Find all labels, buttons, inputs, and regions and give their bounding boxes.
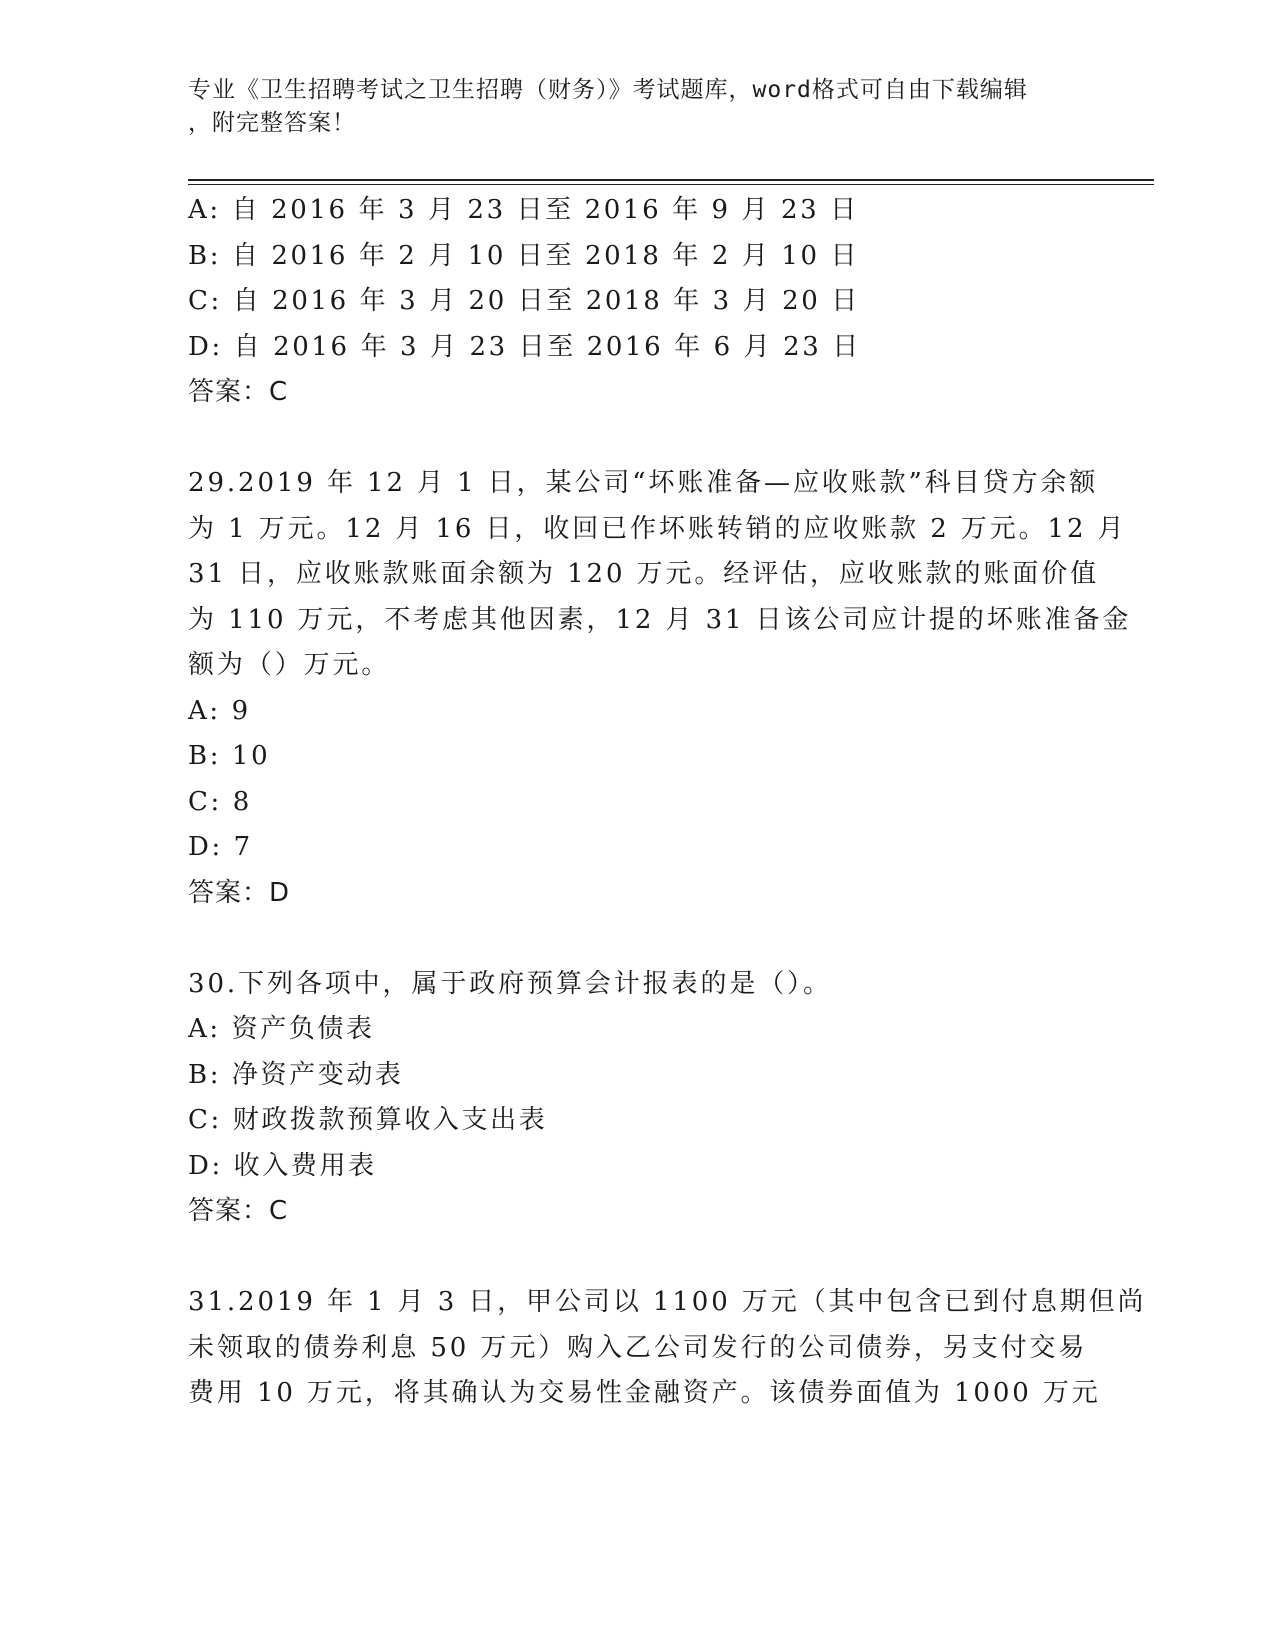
question-text-line: 未领取的债券利息 50 万元）购入乙公司发行的公司债券，另支付交易 (188, 1332, 1088, 1363)
question-text-line: 31 日，应收账款账面余额为 120 万元。经评估，应收账款的账面价值 (188, 559, 1100, 589)
question-28-block (188, 188, 1088, 416)
header-divider-thick (188, 179, 1154, 181)
document-header (188, 74, 1068, 140)
option-c: C: 财政拨款预算收入支出表 (188, 1105, 548, 1135)
answer-line: 答案：D (188, 877, 291, 908)
header-line-2: ，附完整答案！ (188, 110, 356, 136)
spacer (188, 416, 1088, 462)
option-b: B: 10 (188, 741, 271, 771)
question-31-text (188, 1280, 1147, 1417)
question-text-line: 费用 10 万元，将其确认为交易性金融资产。该债券面值为 1000 万元 (188, 1378, 1101, 1408)
question-29-block (188, 461, 1132, 916)
answer-line: 答案：C (188, 1196, 289, 1226)
option-b: B: 净资产变动表 (188, 1059, 404, 1090)
question-content (188, 188, 1147, 1417)
option-a: A: 自 2016 年 3 月 23 日至 2016 年 9 月 23 日 (188, 195, 859, 225)
spacer (188, 1235, 1088, 1281)
option-a: A: 9 (188, 695, 251, 726)
question-text-line: 为 110 万元，不考虑其他因素，12 月 31 日该公司应计提的坏账准备金 (188, 604, 1132, 635)
option-d: D: 7 (188, 832, 253, 862)
question-30-text (188, 962, 1088, 1008)
header-line-1: 专业《卫生招聘考试之卫生招聘（财务）》考试题库，word格式可自由下载编辑 (188, 77, 1028, 103)
header-divider-thin (188, 184, 1154, 185)
option-b: B: 自 2016 年 2 月 10 日至 2018 年 2 月 10 日 (188, 240, 860, 271)
option-c: C: 8 (188, 786, 252, 817)
question-text-line: 30.下列各项中，属于政府预算会计报表的是（）。 (188, 968, 832, 999)
question-text-line: 29.2019 年 12 月 1 日，某公司“坏账准备—应收账款”科目贷方余额 (188, 468, 1099, 498)
spacer (188, 916, 1088, 962)
question-30-block (188, 962, 1088, 1235)
question-31-block (188, 1280, 1147, 1417)
question-text-line: 额为（）万元。 (188, 650, 391, 680)
answer-line: 答案：C (188, 377, 289, 407)
question-text-line: 为 1 万元。12 月 16 日，收回已作坏账转销的应收账款 2 万元。12 月 (188, 513, 1127, 544)
option-a: A: 资产负债表 (188, 1014, 375, 1044)
option-c: C: 自 2016 年 3 月 20 日至 2018 年 3 月 20 日 (188, 286, 860, 316)
option-d: D: 自 2016 年 3 月 23 日至 2016 年 6 月 23 日 (188, 331, 861, 362)
question-29-text (188, 461, 1132, 689)
question-text-line: 31.2019 年 1 月 3 日，甲公司以 1100 万元（其中包含已到付息期但尚 (188, 1287, 1147, 1317)
option-d: D: 收入费用表 (188, 1150, 377, 1181)
